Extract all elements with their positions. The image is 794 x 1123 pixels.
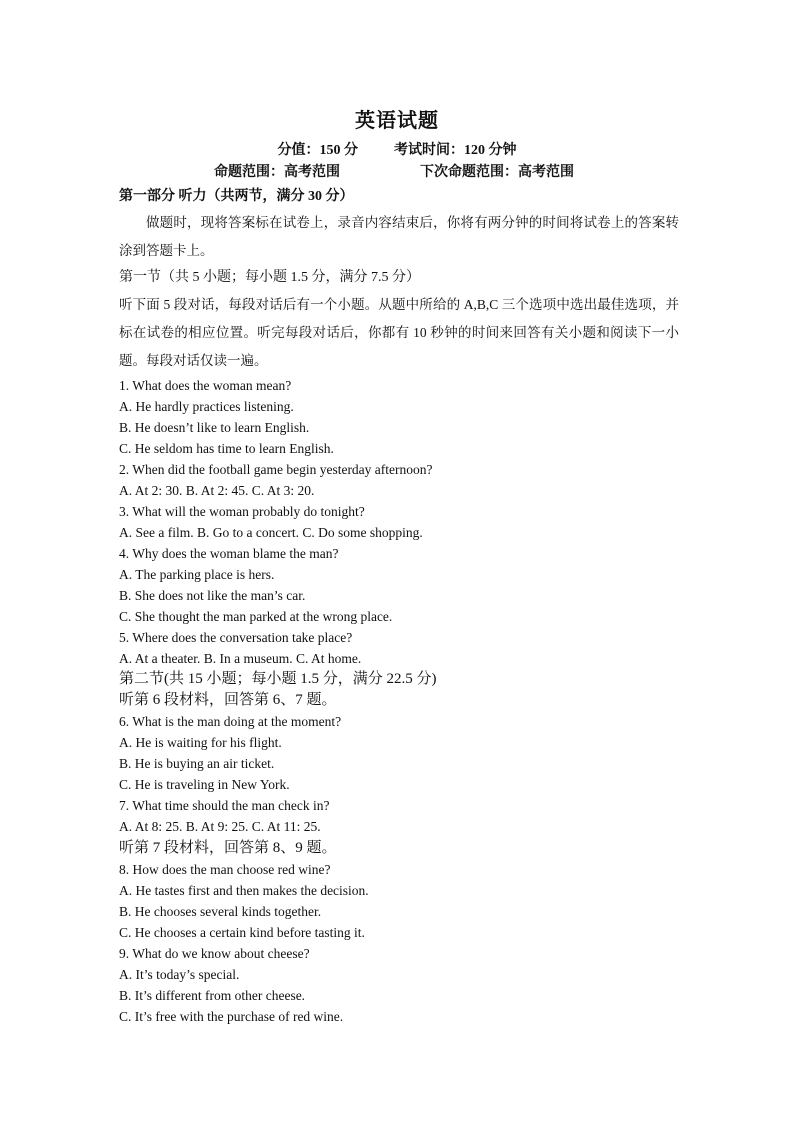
question-line: 7. What time should the man check in?	[119, 798, 330, 813]
question-list-a	[119, 375, 679, 669]
option-line: C. It’s free with the purchase of red wine.	[119, 1009, 344, 1024]
part-heading: 第一部分 听力（共两节，满分 30 分）	[119, 189, 354, 204]
question-line: 2. When did the football game begin yesterday afternoon?	[119, 462, 433, 477]
question-list-c	[119, 859, 679, 1027]
option-line: B. He is buying an air ticket.	[119, 756, 275, 771]
question-line: 8. How does the man choose red wine?	[119, 862, 331, 877]
option-line: A. He hardly practices listening.	[119, 399, 294, 414]
next-scope-label: 下次命题范围：高考范围	[420, 165, 574, 180]
scope-row	[214, 161, 574, 181]
question-line: 1. What does the woman mean?	[119, 378, 292, 393]
question-line: 5. Where does the conversation take place?	[119, 630, 353, 645]
exam-meta-row	[0, 139, 794, 159]
option-line: B. She does not like the man’s car.	[119, 588, 306, 603]
score-label: 分值：150 分	[277, 143, 358, 158]
option-line: C. He chooses a certain kind before tasting it.	[119, 925, 365, 940]
question-line: 6. What is the man doing at the moment?	[119, 714, 342, 729]
option-line: A. It’s today’s special.	[119, 967, 240, 982]
option-line: A. At 8: 25. B. At 9: 25. C. At 11: 25.	[119, 819, 321, 834]
time-label: 考试时间：120 分钟	[394, 143, 517, 158]
question-list-b	[119, 711, 679, 837]
option-line: B. He chooses several kinds together.	[119, 904, 322, 919]
option-line: C. He seldom has time to learn English.	[119, 441, 334, 456]
section1-heading: 第一节（共 5 小题；每小题 1.5 分，满分 7.5 分）	[119, 270, 420, 285]
section2-heading: 第二节(共 15 小题；每小题 1.5 分，满分 22.5 分)	[119, 671, 437, 687]
option-line: C. He is traveling in New York.	[119, 777, 290, 792]
section1-instructions: 听下面 5 段对话，每段对话后有一个小题。从题中所给的 A,B,C 三个选项中选出最佳选项，并标在试卷的相应位置。听完每段对话后，你都有 10 秒钟的时间来回答有关小题和阅读下一小题。每段对话仅读一遍。	[119, 297, 679, 368]
option-line: A. At a theater. B. In a museum. C. At home.	[119, 651, 362, 666]
option-line: A. The parking place is hers.	[119, 567, 275, 582]
option-line: B. It’s different from other cheese.	[119, 988, 306, 1003]
option-line: A. He tastes first and then makes the decision.	[119, 883, 369, 898]
scope-label: 命题范围：高考范围	[214, 165, 340, 180]
material7-heading: 听第 7 段材料，回答第 8、9 题。	[119, 840, 337, 856]
option-line: B. He doesn’t like to learn English.	[119, 420, 310, 435]
question-line: 4. Why does the woman blame the man?	[119, 546, 339, 561]
option-line: C. She thought the man parked at the wrong place.	[119, 609, 393, 624]
option-line: A. At 2: 30. B. At 2: 45. C. At 3: 20.	[119, 483, 315, 498]
part-intro: 做题时，现将答案标在试卷上，录音内容结束后，你将有两分钟的时间将试卷上的答案转涂到答题卡上。	[119, 215, 679, 258]
question-line: 3. What will the woman probably do tonight?	[119, 504, 365, 519]
question-line: 9. What do we know about cheese?	[119, 946, 310, 961]
page-title: 英语试题	[355, 110, 439, 132]
material6-heading: 听第 6 段材料，回答第 6、7 题。	[119, 692, 337, 708]
option-line: A. See a film. B. Go to a concert. C. Do some shopping.	[119, 525, 423, 540]
option-line: A. He is waiting for his flight.	[119, 735, 282, 750]
exam-content	[119, 185, 679, 1027]
